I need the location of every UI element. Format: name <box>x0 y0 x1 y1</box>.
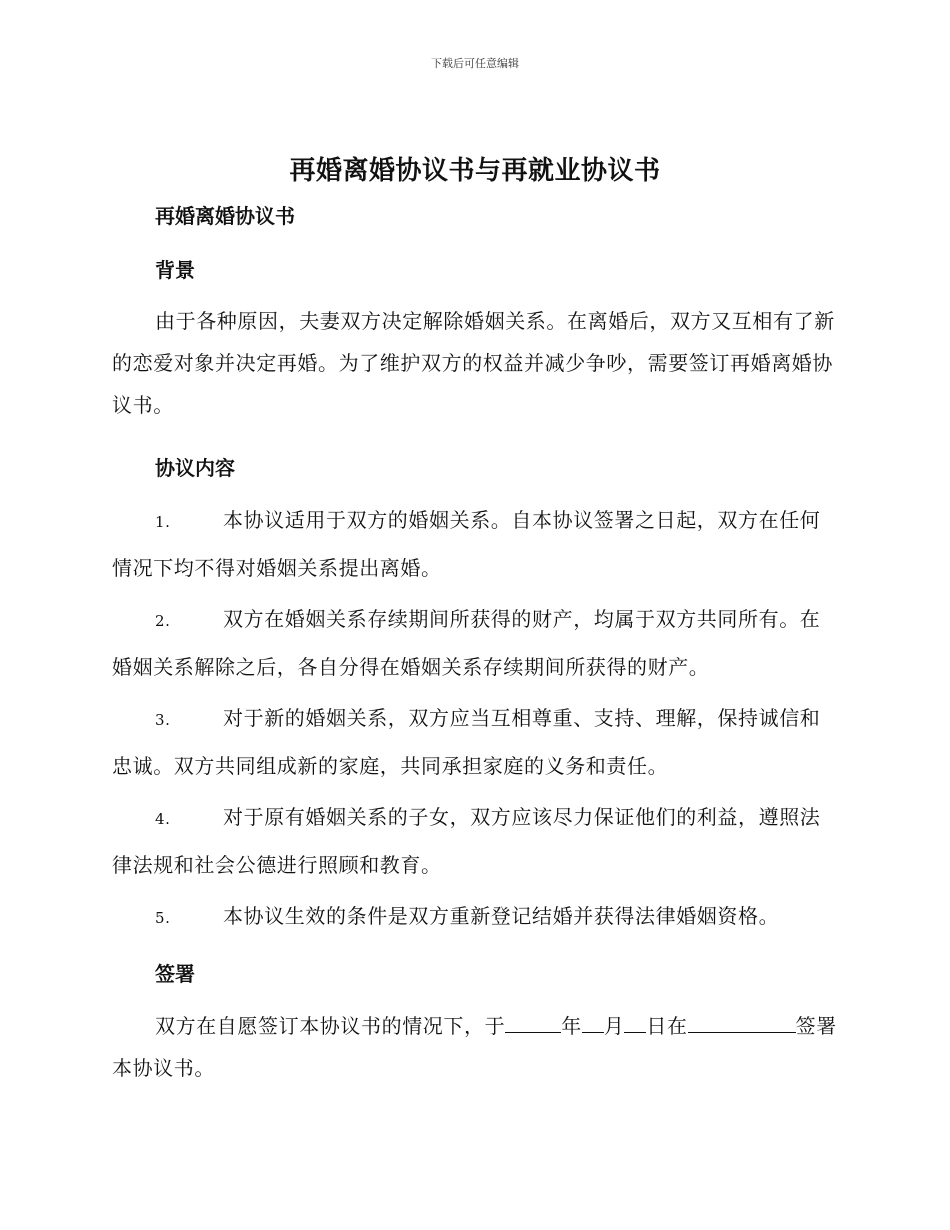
header-note: 下载后可任意编辑 <box>431 57 519 70</box>
agreement-item-1 <box>112 497 837 591</box>
signing-text-end: 签署本协议书。 <box>112 1014 837 1080</box>
day-label: 日在 <box>646 1014 688 1038</box>
item-text: 对于新的婚姻关系，双方应当互相尊重、支持、理解，保持诚信和忠诚。双方共同组成新的家庭，共同承担家庭的义务和责任。 <box>112 706 821 778</box>
month-label: 月 <box>603 1014 625 1038</box>
agreement-item-3 <box>112 695 837 789</box>
content-heading: 协议内容 <box>155 456 235 480</box>
signing-heading: 签署 <box>155 962 195 986</box>
item-text: 本协议适用于双方的婚姻关系。自本协议签署之日起，双方在任何情况下均不得对婚姻关系提出离婚。 <box>112 508 821 580</box>
signing-paragraph <box>112 1005 837 1089</box>
item-number: 2. <box>155 612 171 630</box>
agreement-item-2 <box>112 596 837 690</box>
agreement-subtitle: 再婚离婚协议书 <box>155 204 295 228</box>
day-blank <box>624 1012 646 1033</box>
agreement-item-4 <box>112 794 837 888</box>
item-number: 4. <box>155 810 171 828</box>
item-text: 双方在婚姻关系存续期间所获得的财产，均属于双方共同所有。在婚姻关系解除之后，各自分得在婚姻关系存续期间所获得的财产。 <box>112 607 821 679</box>
item-text: 对于原有婚姻关系的子女，双方应该尽力保证他们的利益，遵照法律法规和社会公德进行照顾和教育。 <box>112 805 821 877</box>
document-title: 再婚离婚协议书与再就业协议书 <box>289 156 661 186</box>
month-blank <box>582 1012 604 1033</box>
item-text: 本协议生效的条件是双方重新登记结婚并获得法律婚姻资格。 <box>223 904 780 928</box>
agreement-item-5 <box>112 893 837 941</box>
background-heading: 背景 <box>155 258 195 282</box>
signing-text-start: 双方在自愿签订本协议书的情况下，于 <box>155 1014 506 1038</box>
item-number: 1. <box>155 513 171 531</box>
year-label: 年 <box>561 1014 582 1038</box>
background-paragraph: 由于各种原因，夫妻双方决定解除婚姻关系。在离婚后，双方又互相有了新的恋爱对象并决定再婚。为了维护双方的权益并减少争吵，需要签订再婚离婚协议书。 <box>112 309 835 417</box>
item-number: 3. <box>155 711 171 729</box>
item-number: 5. <box>155 909 171 927</box>
place-blank <box>688 1012 796 1033</box>
year-blank <box>505 1012 561 1033</box>
